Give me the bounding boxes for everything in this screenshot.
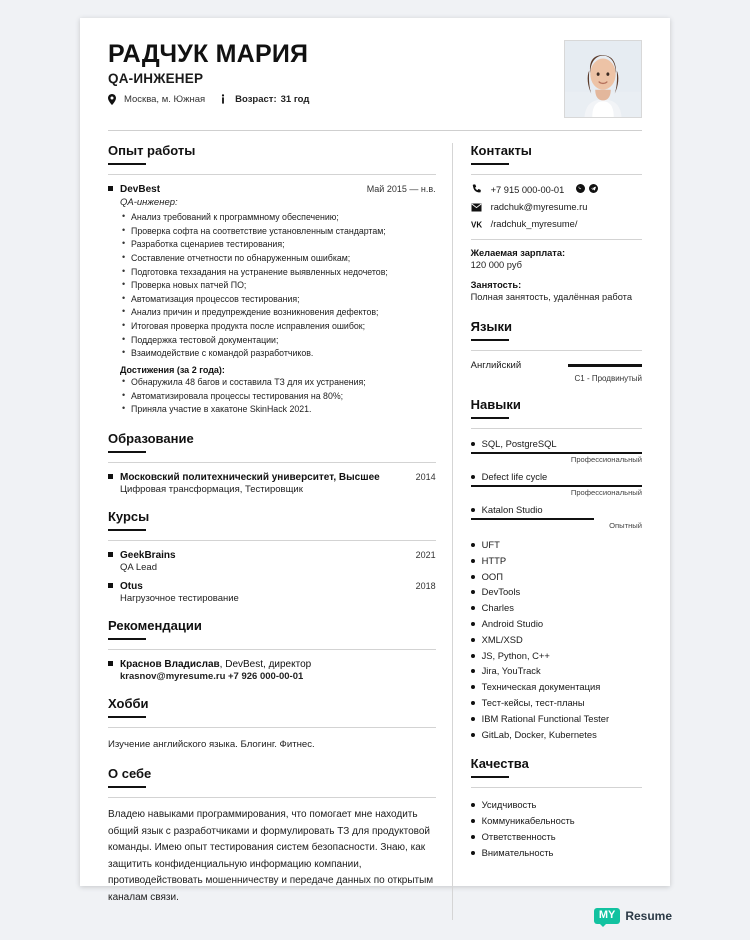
salary-value: 120 000 руб [470,260,522,270]
experience-achievements [122,376,436,417]
course-entry-head [108,581,436,592]
recommendation-entry [108,659,436,682]
skill-rated [471,471,642,497]
list-item: Усидчивость [471,797,642,813]
section-rule-full [108,727,436,728]
skill-level: Профессиональный [570,487,642,497]
logo-mark: MY [594,908,621,924]
list-item: Android Studio [471,616,642,632]
skill-level: Профессиональный [570,454,642,464]
section-rule [471,417,509,419]
list-item: Тест-кейсы, тест-планы [471,695,642,711]
hobby-text: Изучение английского языка. Блогинг. Фитнес. [108,738,315,750]
qualities-list [471,797,642,860]
section-rule-full [471,174,642,175]
language-level-bar [568,364,642,367]
list-item: Техническая документация [471,679,642,695]
skill-name: Defect life cycle [471,471,642,482]
list-item: • Итоговая проверка продукта после исправления ошибок; [122,320,436,334]
recommendation-head [108,659,436,670]
brand-logo [594,908,672,924]
achievements-title: Достижения (за 2 года): [120,364,225,375]
section-title: Рекомендации [108,617,202,633]
education-institution [120,472,408,483]
square-bullet-icon [108,552,113,557]
course-detail: QA Lead [120,561,157,573]
resume-header [80,18,670,118]
section-qualities [471,756,642,860]
course-detail: Нагрузочное тестирование [120,592,239,604]
list-item: • Составление отчетности по обнаруженным ошибкам; [122,252,436,266]
section-hobby [108,696,436,752]
section-experience [108,143,436,417]
right-column [452,143,642,920]
salary-label: Желаемая зарплата: [470,248,566,258]
square-bullet-icon [108,661,113,666]
section-title: Курсы [108,508,150,524]
skill-level: Опытный [609,520,642,530]
contact-email-text: radchuk@myresume.ru [490,202,588,212]
list-item: • Взаимодействие с командой разработчиков. [122,347,436,361]
list-item: HTTP [471,553,642,569]
list-item: • Анализ причин и предупреждение возникновения дефектов; [122,306,436,320]
whatsapp-icon[interactable] [576,184,585,195]
section-languages [471,319,642,383]
section-title: Контакты [470,143,532,158]
left-column [108,143,452,920]
contact-phone[interactable] [471,184,642,195]
section-rule-full [108,649,436,650]
skill-name: SQL, PostgreSQL [471,438,642,449]
list-item: XML/XSD [471,632,642,648]
list-item: • Анализ требований к программному обеспечению; [122,211,436,225]
list-item: Charles [471,600,642,616]
section-rule-full [108,462,436,463]
avatar [564,40,642,118]
list-item: GitLab, Docker, Kubernetes [471,727,642,743]
section-recommendations [108,618,436,682]
section-rule [108,163,146,165]
employment-label: Занятость: [470,280,522,291]
map-pin-icon [108,94,120,105]
course-institution: Otus [120,580,143,592]
resume-body [80,143,670,920]
messenger-icons [576,184,598,195]
experience-entry [108,184,436,417]
list-item: • Автоматизировала процессы тестирования на 80%; [122,390,436,404]
contacts-divider [471,239,642,240]
section-rule [108,529,146,531]
course-date: 2021 [415,549,436,560]
section-rule [108,638,146,640]
info-icon [219,94,231,105]
section-rule [108,716,146,718]
skill-rated [471,438,642,464]
course-entry [108,550,436,573]
job-role: QA-ИНЖЕНЕР [108,70,204,86]
age-value: 31 год [280,93,310,105]
experience-date: Май 2015 — н.в. [366,184,436,194]
section-title: Образование [108,430,194,446]
section-title: Языки [470,318,513,334]
list-item: Ответственность [471,829,642,845]
list-item: Jira, YouTrack [471,663,642,679]
header-left [108,40,552,105]
course-institution: GeekBrains [120,549,176,561]
language-name: Английский [470,359,522,371]
education-entry [108,472,436,495]
header-meta [108,94,552,105]
about-text: Владею навыками программирования, что помогает мне находить общий язык с разработчиками и формулировать ТЗ для продуктовой команды. Имею опыт тестирования систем безопасности. Знаю, как защитить конфиденциальную информацию компании, противодействовать мошенничеству и передаче данных по открытым каналам связи. [108,809,434,903]
list-item: DevTools [471,584,642,600]
education-entry-head [108,472,436,483]
contact-vk-text: /radchuk_myresume/ [490,219,578,229]
section-rule-full [471,350,642,351]
employment-value: Полная занятость, удалённая работа [470,292,632,303]
contact-vk[interactable] [471,219,642,229]
header-divider [108,130,642,131]
section-title: Качества [470,756,529,772]
list-item: JS, Python, C++ [471,648,642,664]
list-item: • Поддержка тестовой документации; [122,334,436,348]
list-item: • Проверка софта на соответствие установленным стандартам; [122,225,436,239]
location-text: Москва, м. Южная [124,93,206,105]
list-item: UFT [471,537,642,553]
contact-email[interactable] [471,202,642,212]
section-rule-full [108,174,436,175]
square-bullet-icon [108,474,113,479]
location-meta [108,94,205,105]
language-item [471,360,642,383]
skill-bar [471,485,642,487]
recommendation-person-role: , DevBest, директор [219,658,312,670]
svg-text:VK: VK [470,220,482,229]
list-item: IBM Rational Functional Tester [471,711,642,727]
page-title: РАДЧУК МАРИЯ [108,40,309,68]
skill-rated [471,504,642,530]
section-education [108,431,436,495]
square-bullet-icon [108,583,113,588]
education-degree: Высшее [338,471,380,483]
section-courses [108,509,436,604]
experience-company: DevBest [120,184,161,195]
logo-text: Resume [625,909,672,923]
skill-name: Katalon Studio [471,504,642,515]
section-title: Опыт работы [108,143,196,158]
list-item: • Автоматизация процессов тестирования; [122,293,436,307]
section-title: Хобби [108,695,149,711]
age-meta [219,94,309,105]
section-skills [471,397,642,742]
section-rule [471,339,509,341]
course-date: 2018 [415,580,436,591]
list-item: • Приняла участие в хакатоне SkinHack 2021. [122,403,436,417]
section-rule-full [108,797,436,798]
section-title: О себе [108,766,152,782]
list-item: • Проверка новых патчей ПО; [122,279,436,293]
section-rule [108,786,146,788]
section-rule [471,163,509,165]
telegram-icon[interactable] [589,184,598,195]
list-item: • Разработка сценариев тестирования; [122,238,436,252]
section-title: Навыки [470,396,521,412]
list-item: Коммуникабельность [471,813,642,829]
section-rule [108,451,146,453]
education-date: 2014 [415,471,436,482]
list-item: ООП [471,569,642,585]
section-rule [471,776,509,778]
experience-entry-head [108,184,436,195]
phone-icon [471,184,483,195]
section-rule-full [108,540,436,541]
list-item: • Обнаружила 48 багов и составила ТЗ для их устранения; [122,376,436,390]
language-row [471,360,642,371]
recommendation-contacts[interactable]: krasnov@myresume.ru +7 926 000-00-01 [120,670,304,682]
skills-plain-list [471,537,642,742]
envelope-icon [471,203,483,212]
experience-position: QA-инженер: [120,197,178,208]
experience-duties [122,211,436,361]
section-rule-full [471,428,642,429]
skill-bar [471,518,594,520]
skill-bar [471,452,642,454]
list-item: • Подготовка техзадания на устранение выявленных недочетов; [122,266,436,280]
course-entry [108,581,436,604]
age-label: Возраст: [235,93,277,105]
square-bullet-icon [108,186,113,191]
language-level-text: C1 - Продвинутый [574,373,642,383]
section-rule-full [471,787,642,788]
recommendation-person [120,659,436,670]
education-detail: Цифровая трансформация, Тестировщик [120,483,303,495]
education-institution-name: Московский политехнический университет, [120,471,339,483]
vk-icon [471,220,483,229]
course-entry-head [108,550,436,561]
contact-phone-text: +7 915 000-00-01 [490,184,565,195]
list-item: Внимательность [471,845,642,861]
section-contacts [471,143,642,305]
resume-page [80,18,670,903]
section-about [108,766,436,906]
recommendation-person-name: Краснов Владислав [120,658,220,670]
